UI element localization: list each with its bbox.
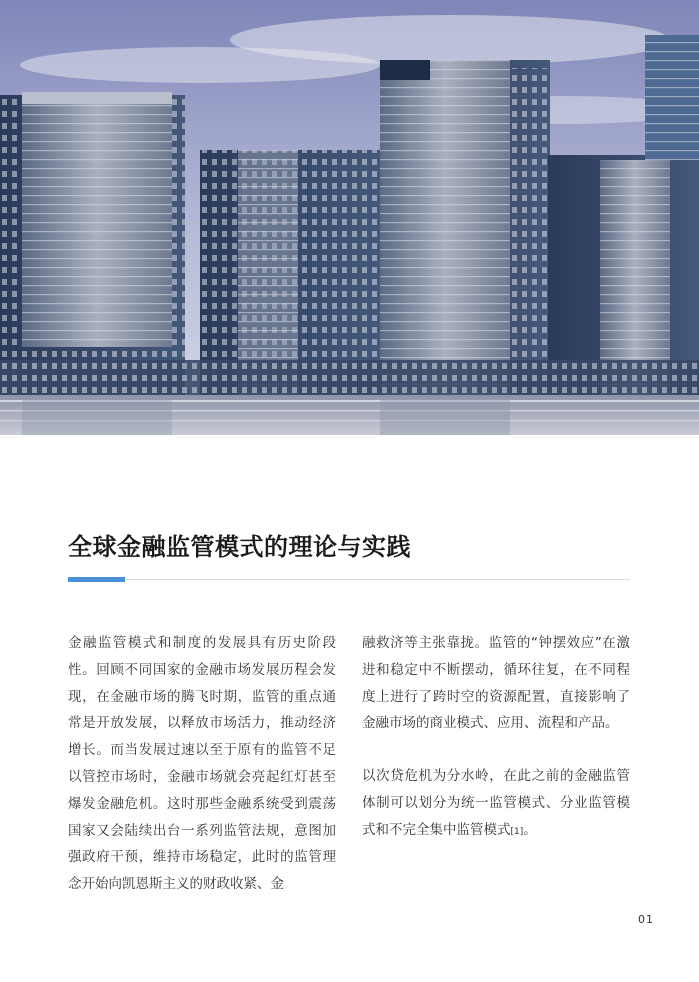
title-divider: [68, 579, 630, 580]
hero-image: [0, 0, 699, 435]
right-column: [362, 630, 630, 846]
cityscape-illustration: [0, 0, 699, 435]
title-accent-bar: [68, 577, 125, 582]
article-title: 全球金融监管模式的理论与实践: [68, 533, 411, 561]
right-paragraph-2-text: 以次贷危机为分水岭，在此之前的金融监管体制可以划分为统一监管模式、分业监管模式和不完全集中监管模式: [362, 768, 630, 838]
citation-marker[interactable]: [1]: [510, 826, 524, 837]
right-paragraph-1: 融救济等主张靠拢。监管的“钟摆效应”在激进和稳定中不断摆动，循环往复，在不同程度上进行了跨时空的资源配置，直接影响了金融市场的商业模式、应用、流程和产品。: [362, 635, 630, 732]
left-column: [68, 630, 336, 898]
page-number: 01: [638, 913, 654, 926]
left-paragraph: 金融监管模式和制度的发展具有历史阶段性。回顾不同国家的金融市场发展历程会发现，在金融市场的腾飞时期，监管的重点通常是开放发展，以释放市场活力，推动经济增长。而当发展过速以至于原有的监管不足以管控市场时，金融市场就会亮起红灯甚至爆发金融危机。这时那些金融系统受到震荡国家又会陆续出台一系列监管法规，意图加强政府干预，维持市场稳定，此时的监管理念开始向凯恩斯主义的财政收紧、金: [68, 635, 336, 893]
right-paragraph-2: [362, 763, 630, 845]
right-paragraph-2-end: 。: [523, 821, 537, 838]
